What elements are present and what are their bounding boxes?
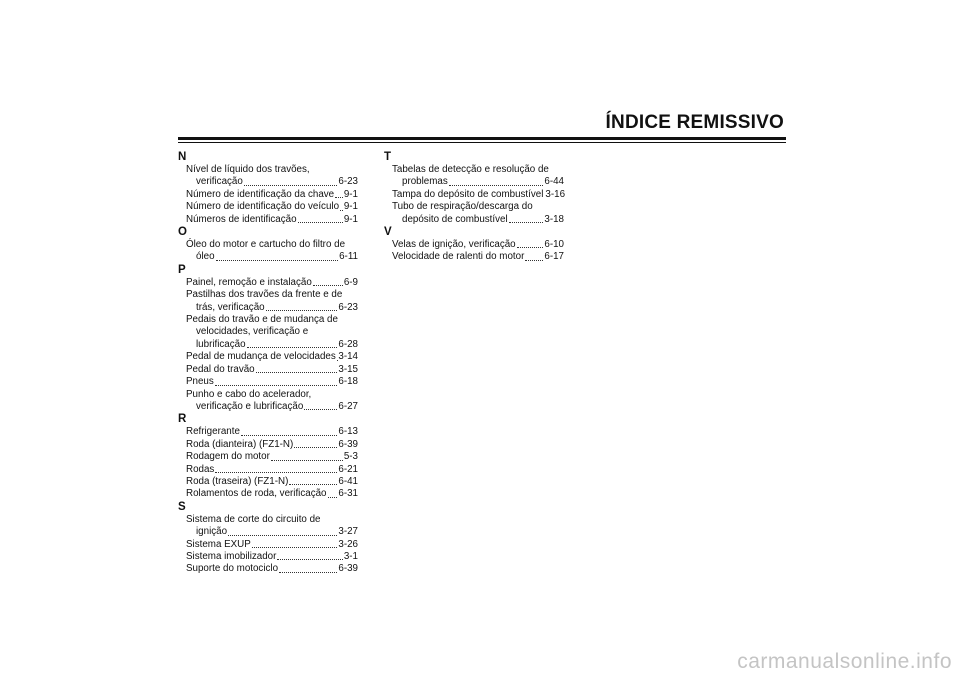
index-entry: Pedal de mudança de velocidades 3-14 (186, 351, 358, 363)
index-entry: depósito de combustível 3-18 (402, 213, 564, 225)
header-rule-thin (178, 142, 786, 143)
index-entry: Roda (traseira) (FZ1-N) 6-41 (186, 475, 358, 487)
index-entry: verificação e lubrificação 6-27 (196, 400, 358, 412)
header-rule-thick (178, 137, 786, 140)
index-entry: óleo 6-11 (196, 251, 358, 263)
index-column-left (178, 151, 358, 576)
index-entry: Tubo de respiração/descarga do (392, 201, 533, 213)
index-entry: Óleo do motor e cartucho do filtro de (186, 239, 346, 251)
index-entry: Pedais do travão e de mudança de (186, 314, 338, 326)
index-entry: lubrificação 6-28 (196, 338, 358, 350)
index-entry: Velocidade de ralenti do motor 6-17 (392, 251, 564, 263)
section-letter-r: R (178, 413, 187, 426)
index-entry: Sistema imobilizador 3-1 (186, 550, 358, 562)
index-entry: Tampa do depósito de combustível 3-16 (392, 188, 566, 200)
section-letter-s: S (178, 500, 186, 513)
index-entry: ignição 3-27 (196, 526, 358, 538)
index-entry: Pneus 6-18 (186, 376, 358, 388)
index-entry: problemas 6-44 (402, 176, 564, 188)
section-letter-p: P (178, 263, 186, 276)
index-entry: Número de identificação do veículo 9-1 (186, 201, 358, 213)
index-entry: verificação 6-23 (196, 176, 358, 188)
index-entry: Painel, remoção e instalação 6-9 (186, 276, 358, 288)
index-entry: Velas de ignição, verificação 6-10 (392, 239, 564, 251)
section-letter-o: O (178, 226, 187, 239)
index-entry: Tabelas de detecção e resolução de (392, 164, 549, 175)
index-entry: Suporte do motociclo 6-39 (186, 563, 358, 575)
index-entry: Sistema EXUP 3-26 (186, 538, 358, 550)
index-entry: Rodas 6-21 (186, 463, 358, 475)
index-entry: Rodagem do motor 5-3 (186, 451, 358, 463)
page-title: ÍNDICE REMISSIVO (605, 112, 784, 133)
index-entry: Sistema de corte do circuito de (186, 513, 321, 525)
index-entry: Punho e cabo do acelerador, (186, 388, 312, 400)
index-entry: Pastilhas dos travões da frente e de (186, 289, 343, 301)
section-letter-n: N (178, 151, 187, 163)
index-entry: trás, verificação 6-23 (196, 301, 358, 313)
section-letter-v: V (384, 226, 392, 239)
index-entry: Pedal do travão 3-15 (186, 363, 358, 375)
index-entry: Números de identificação 9-1 (186, 213, 358, 225)
section-letter-t: T (384, 151, 392, 163)
index-entry: Roda (dianteira) (FZ1-N) 6-39 (186, 438, 358, 450)
index-entry: Número de identificação da chave 9-1 (186, 188, 358, 200)
watermark: carmanualsonline.info (737, 650, 952, 673)
index-entry: Rolamentos de roda, verificação 6-31 (186, 488, 358, 500)
index-entry: Refrigerante 6-13 (186, 426, 358, 438)
index-entry: velocidades, verificação e (196, 326, 309, 338)
index-column-right (384, 151, 564, 264)
index-entry: Nível de líquido dos travões, (186, 164, 310, 175)
